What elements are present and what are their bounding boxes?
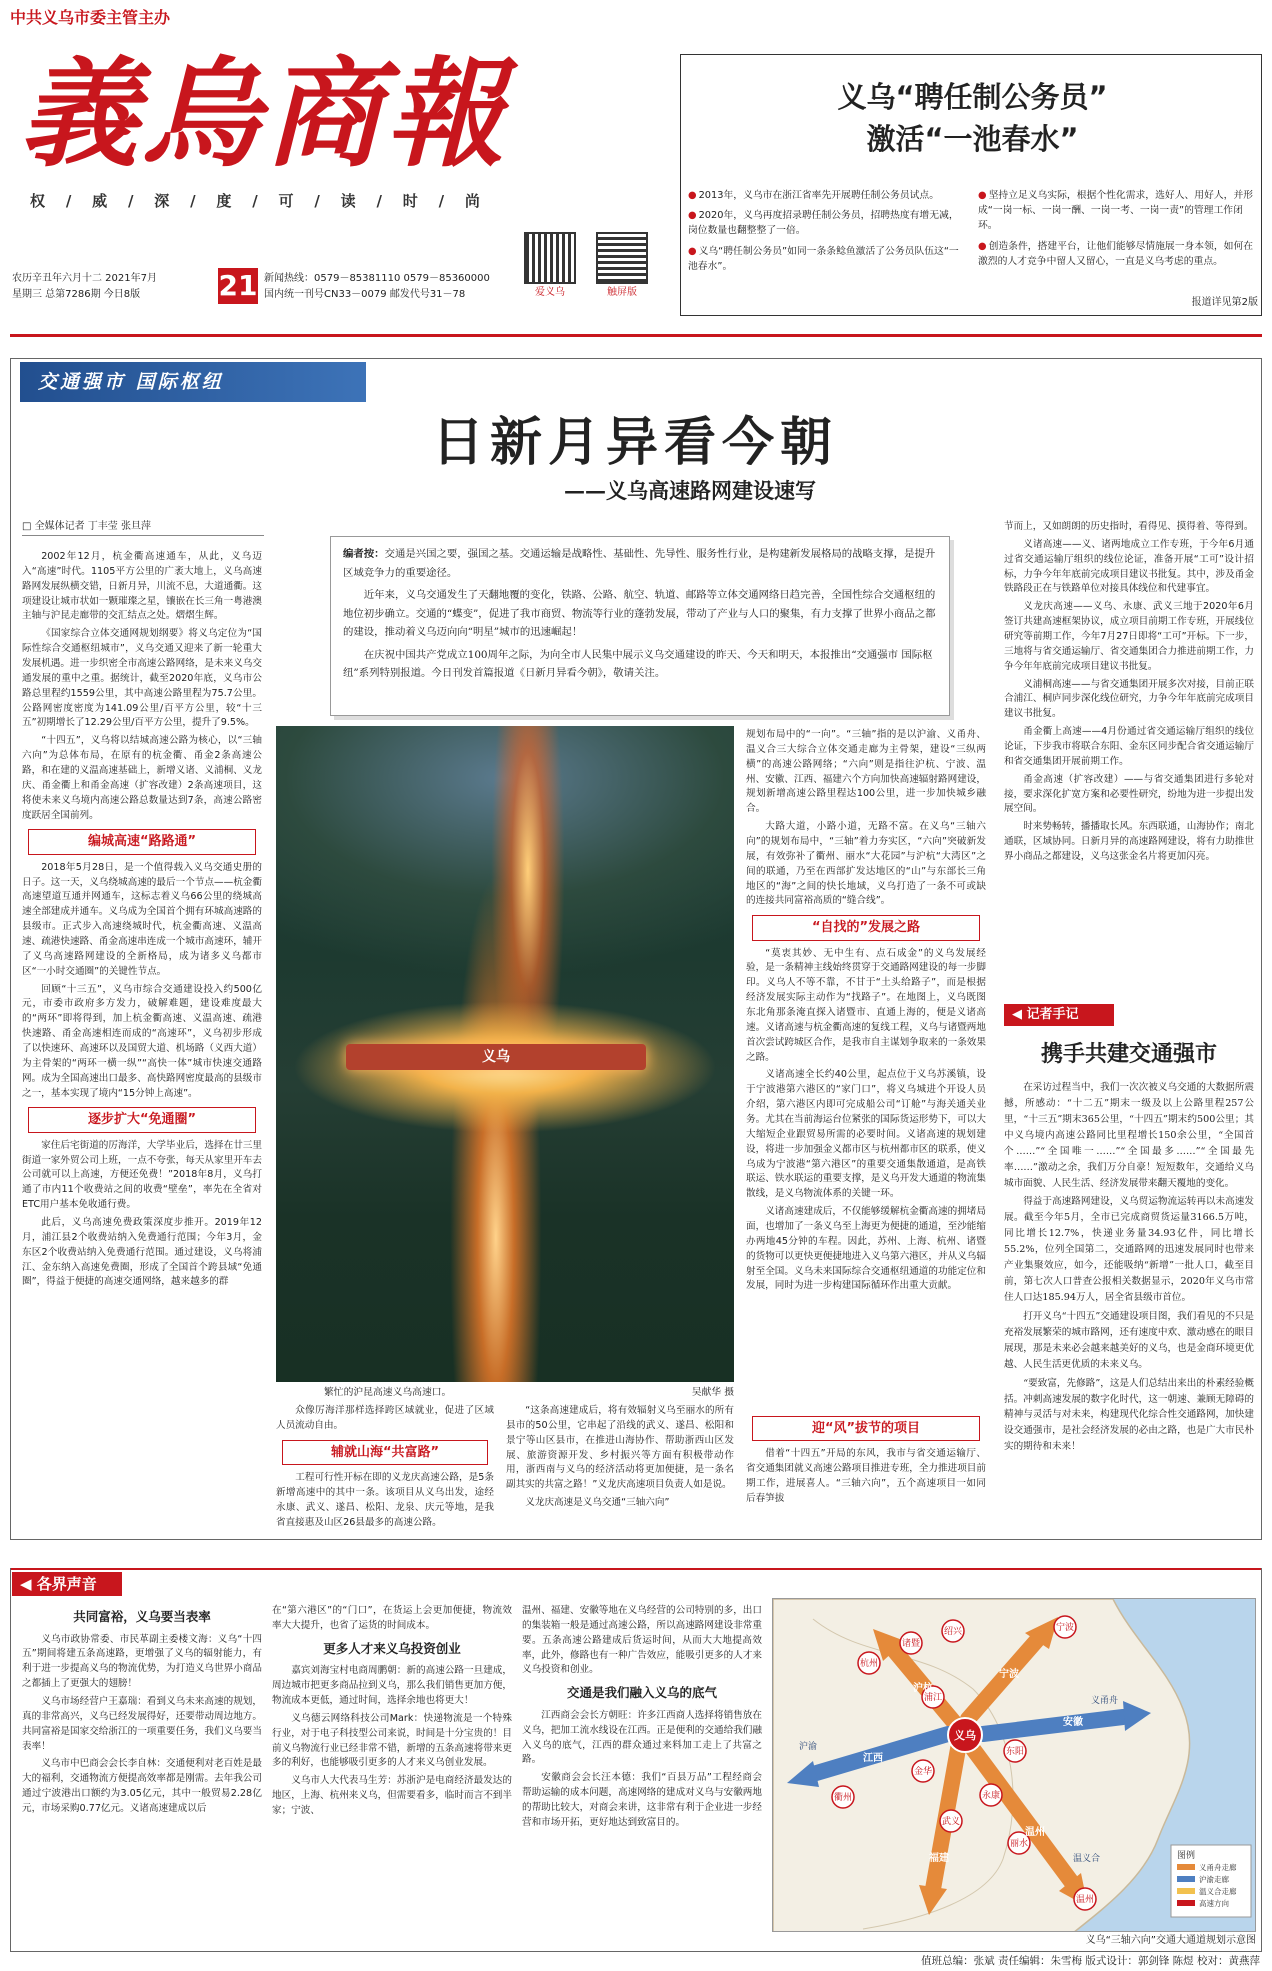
paragraph: 在采访过程当中，我们一次次被义乌交通的大数据所震撼，所感动：“十二五”期末一级及以上公路里程257公里，“十三五”期末365公里，“十四五”期末约500公里；其中义乌境内高速公路同比里程增长150余公里，“全国首个……”“全国唯一……”“全国最多……”“全国最先率……”激动之余，我们万分自豪！短短数年，交通给义乌城市面貌、人民生活、经济发展带来翻天覆地的变化。: [1004, 1082, 1254, 1189]
quote: 义乌市中巴商会会长李自林：交通便利对老百姓是最大的福利，交通物流方便提高效率都是刚需。去年我公司通过宁波港出口额约为3.05亿元，其中一般贸易2.28亿元，市场采购0.77亿元。义诸高速建成以后: [22, 1758, 262, 1814]
city-label: 丽水: [1009, 1839, 1029, 1849]
legend-title: 图例: [1177, 1851, 1196, 1861]
promo-left-col: [688, 188, 968, 304]
promo-bullet: ● 义乌“聘任制公务员”如同一条条鲶鱼激活了公务员队伍这“一池春水”。: [688, 244, 968, 274]
paragraph: 义浦桐高速——与省交通集团开展多次对接，目前正联合浦江、桐庐同步深化线位研究，力争今年年底前完成项目建议书批复。: [1004, 678, 1254, 720]
quote: 嘉宾刘海宝村电商周鹏朝：新的高速公路一旦建成，周边城市把更多商品拉到义乌，那么我们销售更加方便，物流成本更低，通过时间，选择余地也将更大！: [272, 1665, 512, 1706]
quote: 义乌市场经营户王嘉瑞：看到义乌未来高速的规划，真的非常高兴，义乌已经发展得好，还要带动周边地方。共同富裕是国家交给浙江的一项重要任务，我们义乌要当表率！: [22, 1695, 262, 1752]
qr-code-mobile[interactable]: [596, 232, 648, 284]
paragraph: 众像厉海洋那样选择跨区域就业，促进了区域人员流动自由。: [276, 1405, 494, 1431]
article-col-3c: [746, 1410, 986, 1536]
promo-title-2: 激活“一池春水”: [866, 122, 1079, 156]
quote: 义乌市政协常委、市民革副主委楼文海：义乌“十四五”期间将建五条高速路，更增强了义乌的辐射能力，有利于进一步提高义乌的物流优势，为打造义乌世界小商品之都插上了更强大的翅膀！: [22, 1633, 262, 1690]
corridor-label: 义甬舟: [1091, 1696, 1119, 1706]
newspaper-logo: 義烏商報: [20, 46, 509, 182]
direction-label: 沪杭: [913, 1683, 933, 1694]
corridor-label: 温义合: [1073, 1854, 1101, 1864]
voices-subhead: 更多人才来义乌投资创业: [323, 1640, 461, 1656]
promo-bullet: ● 2013年，义乌市在浙江省率先开展聘任制公务员试点。: [688, 188, 968, 203]
photo-credit: 吴献华 摄: [691, 1387, 734, 1398]
quote: 江西商会会长方朝旺：许多江西商人选择将销售放在义乌，把加工流水线设在江西。正是便利的交通给我们融入义乌的底气，江西的群众通过来料加工走上了共富之路。: [522, 1709, 762, 1766]
paragraph: 家住后宅街道的厉海洋，大学毕业后，选择在廿三里街道一家外贸公司上班，一点不夸张，每天从家里开车去公司就可以上高速，方便还免费！”2018年8月，义乌打通了市内11个收费站之间的收费“壁垒”，率先在全省对ETC用户基本免收通行费。: [22, 1139, 262, 1211]
paragraph: “这条高速建成后，将有效辐射义乌至丽水的所有县市的50公里，它串起了沿线的武义、遂昌、松阳和景宁等山区县市，在推进山海协作、帮助浙西山区发展、旅游资源开发、乡村振兴等方面有积极带动作用，浙西南与义乌的经济活动将更加便捷，是一条名副其实的共富之路！”义龙庆高速项目负责人如是说。: [506, 1405, 734, 1491]
paragraph: 回顾“十三五”，义乌市综合交通建设投入约500亿元，市委市政府多方发力，破解难题，建设难度最大的“两环”即将得到，加上杭金衢高速、义温高速、疏港快速路、甬金高速相连而成的“高速环”，义乌初步形成了以快速环、高速环以及国贸大道、机场路（义西大道）为主骨架的“两环一横一纵”“高快一体”城市快速交通路网。成为全国高速出口最多、高快路网密度最高的县级市之一，基本实现了境内“15分钟上高速”。: [22, 983, 262, 1099]
headline: 日新月异看今朝: [431, 413, 838, 473]
paragraph: 甬金高速（扩容改建）——与省交通集团进行多轮对接，要求深化扩宽方案和必要性研究，纷地为进一步提出发展空间。: [1004, 773, 1254, 815]
direction-label: 江西: [863, 1753, 883, 1764]
supervisor-line: 中共义乌市委主管主办: [10, 8, 171, 27]
qr-code-mobile-label: 触屏版: [607, 287, 637, 298]
photo-caption: [324, 1386, 734, 1400]
direction-label: 安徽: [1063, 1717, 1083, 1728]
corridor-label: 沪渝: [799, 1742, 818, 1752]
date-line-1: 农历辛丑年六月十二 2021年7月: [12, 273, 157, 284]
quote: 义乌市人大代表马生芳：苏浙沪是电商经济最发达的地区，上海、杭州来义乌，但需要看多，临时而言不到半家；宁波、: [272, 1775, 512, 1816]
city-label: 东阳: [1005, 1747, 1025, 1757]
hotline: 新闻热线：0579－85381110 0579－85360000: [264, 273, 490, 284]
legend-item: 高速方向: [1199, 1899, 1229, 1908]
city-label: 永康: [981, 1791, 1001, 1801]
quote: 在“第六港区”的“门口”，在货运上会更加便捷，物流效率大大提升，也省了运货的时间成本。: [272, 1605, 512, 1631]
subhead: 逐步扩大“免通圈”: [28, 1107, 256, 1132]
city-label: 绍兴: [943, 1627, 963, 1637]
voices-label: ◀ 各界声音: [12, 1572, 122, 1596]
article-col-2: [276, 1404, 494, 1534]
qr-code-app-label: 爱义乌: [535, 287, 565, 298]
paragraph: 工程可行性开标在即的义龙庆高速公路，是5条新增高速中的其中一条。该项目从义乌出发，途经永康、武义、遂昌、松阳、龙泉、庆元等地，是我省直接惠及山区26县最多的高速公路。: [276, 1471, 494, 1528]
reporter-note-title: 携手共建交通强市: [1040, 1042, 1217, 1067]
voices-subhead: 交通是我们融入义乌的底气: [566, 1685, 717, 1701]
highway-photo: [276, 726, 734, 1382]
paragraph: 借着“十四五”开局的东风，我市与省交通运输厅、省交通集团就义高速公路项目推进专班，全力推进项目前期工作，进展喜人。“三轴六向”，五个高速项目一如同后春笋拔: [746, 1448, 986, 1504]
legend-item: 沪渝走廊: [1199, 1875, 1229, 1884]
subhead: 编城高速“路路通”: [28, 829, 256, 854]
paragraph: “十四五”，义乌将以结城高速公路为核心，以“三轴六向”为总体布局，在原有的杭金衢、甬金2条高速公路，和在建的义温高速基础上，新增义诸、义浦桐、义龙庆、甬金衢上和甬金高速（扩容改建）2条高速项目，这将使未来义乌境内高速公路总数量达到7条，高速公路密度跃居全国前列。: [22, 735, 262, 821]
section-banner: 交通强市 国际枢纽: [20, 362, 366, 402]
paragraph: 义诸高速全长约40公里，起点位于义乌苏溪镇，设于宁波港第六港区的“家门口”，将义乌城进个开设人员介绍，第六港区内即可完成船公司“订舱”与海关通关业务。尤其在当前海运台位紧张的国际货运形势下，可以大大缩短企业跟贸易所需的必要时间。义诸高速的规划建设，将进一步加强金义都市区与杭州都市区的联系，使义乌成为宁波港“第六港区”的重要交通集散通道，是高铁联运、铁水联运的重要支撑，是义乌开发大通道的物流集散线，是义乌物流体系的关键一环。: [746, 1069, 986, 1200]
photo-caption-text: 繁忙的沪昆高速义乌高速口。: [324, 1387, 452, 1398]
direction-label: 温州: [1025, 1827, 1045, 1838]
editor-note-label: 编者按：: [343, 548, 385, 560]
direction-label: 宁波: [999, 1669, 1019, 1680]
city-label: 诸暨: [901, 1639, 921, 1649]
slogan: 权 / 威 / 深 / 度 / 可 / 读 / 时 / 尚: [30, 192, 480, 210]
paragraph: 义龙庆高速——义乌、永康、武义三地于2020年6月签订共建高速框架协议，成立项目前期工作专班，开展线位研究等前期工作，今年7月27日即将“工可”开标。下一步，三地将与省交通运输厅、省交通集团合力推进前期工作，力争今年年底前完成项目建议书批复。: [1004, 601, 1254, 672]
subhead: 迎“风”拔节的项目: [752, 1416, 980, 1441]
voices-subhead: 共同富裕，义乌要当表率: [73, 1609, 211, 1624]
promo-title-1: 义乌“聘任制公务员”: [837, 80, 1108, 114]
map-center-label: 义乌: [954, 1729, 976, 1742]
promo-bullet: ● 创造条件，搭建平台，让他们能够尽情施展一身本领，如何在激烈的人才竞争中留人又留心，一直是义乌考虑的重点。: [978, 239, 1254, 269]
city-label: 温州: [1075, 1895, 1095, 1905]
promo-more-link[interactable]: 报道详见第2版: [1191, 297, 1258, 308]
quote: 温州、福建、安徽等地在义乌经营的公司特别的多，出口的集装箱一般是通过高速公路，所以高速路网建设非常重要。五条高速公路建成后货运时间，从而大大地提高效率，此外，修路也有一种广告效应，能吸引更多的人才来义乌投资和创业。: [522, 1605, 762, 1676]
editor-note-p2: 近年来，义乌交通发生了天翻地覆的变化，铁路、公路、航空、轨道、邮路等立体交通网络日趋完善，全国性综合交通枢纽的地位初步确立。交通的“蝶变”，促进了我市商贸、物流等行业的蓬勃发展，带动了产业与人口的聚集，有力支撑了世界小商品之都的建设，推动着义乌迈向向“明星”城市的迅速崛起！: [343, 589, 936, 639]
paragraph: 时来势畅转，播播取长风。东西联通，山海协作；南北通联，区域协同。日新月异的高速路网建设，将有力助推世界小商品之都建设，义乌这张金名片将更加闪亮。: [1004, 821, 1254, 863]
paragraph: 规划布局中的“一向”。“三轴”指的是以沪渝、义甬舟、温义合三大综合立体交通走廊为主骨架，建设“三纵两横”的高速公路网络；“六向”则是指往沪杭、宁波、温州、安徽、江西、福建六个方向加快高速辐射路网建设，规划新增高速公路里程达100公里，进一步加快城乡融合。: [746, 729, 986, 815]
paragraph: “要致富，先修路”，这是人们总结出来出的朴素经验概括。冲刺高速发展的数字化时代，这一朝速、兼顾无障碍的精神与灵活与对未来，构建现代化综合性交通路网，加快建设交通强市，是社会经济发展的必由之路，也是广大市民朴实的期待和未来！: [1004, 1377, 1254, 1453]
city-label: 浦江: [923, 1693, 943, 1703]
paragraph: 义龙庆高速是义乌交通“三轴六向”: [525, 1497, 670, 1509]
voices-frame: [10, 1568, 1262, 1952]
paragraph: 节而上，又如朗朗的历史指时，看得见、摸得着、等得到。: [1004, 521, 1254, 532]
paragraph: 义诸高速建成后，不仅能够缓解杭金衢高速的拥堵局面，也增加了一条义乌至上海更为便捷的通道，至沙能缩办两地45分钟的车程。因此，苏州、上海、杭州、诸暨的货物可以更快更便捷地进入义乌第六港区，并从义乌辐射至全国。义乌未来国际综合交通枢纽通道的功能定位和发展，同时为进一步构建国际循环作出重大贡献。: [746, 1206, 986, 1292]
promo-bullet: ● 2020年，义乌再度招录聘任制公务员，招聘热度有增无减，岗位数量也翻整整了一倍。: [688, 208, 968, 238]
voices-marker-icon: ◀: [20, 1575, 32, 1593]
legend-item: 义甬舟走廊: [1199, 1863, 1237, 1872]
promo-bullet: ● 坚持立足义乌实际，根据个性化需求，选好人、用好人，并形成“一岗一标、一岗一酬、一岗一考、一岗一责”的管理工作闭环。: [978, 188, 1254, 234]
city-label: 金华: [913, 1767, 933, 1777]
reporter-note-label: ◀ 记者手记: [1004, 1004, 1114, 1026]
date-line-2: 星期三 总第7286期 今日8版: [12, 289, 141, 300]
paragraph: 2018年5月28日，是一个值得载入义乌交通史册的日子。这一天，义乌绕城高速的最后一个节点——杭金衢高速望道互通并网通车，这标志着义乌66公里的绕城高速全部建成并通车。义乌成为全国首个拥有环城高速路的县级市。正式步入高速绕城时代，杭金衢高速、义温高速、疏港快速路、甬金高速串连成一个城市高速环，辅开了义乌高速路网建设的全新格局，成为诸多义乌都市区“一小时交通圈”的关键性节点。: [22, 861, 262, 977]
editor-note-p3: 在庆祝中国共产党成立100周年之际，为向全市人民集中展示义乌交通建设的昨天、今天和明天，本报推出“交通强市 国际枢纽”系列特别报道。今日刊发首篇报道《日新月异看今朝》，敬请关注。: [343, 648, 933, 680]
paragraph: 义诸高速——义、诸两地成立工作专班，于今年6月通过省交通运输厅组织的线位论证，准备开展“工可”设计招标，力争今年年底前完成项目建议书批复。其中，涉及甬金铁路段正在与铁路单位对接具体线位和代建事宜。: [1004, 538, 1254, 595]
quote: 义乌德云网络科技公司Mark：快递物流是一个特殊行业，对于电子科技型公司来说，时间是十分宝贵的！目前义乌物流行业已经非常不错，新增的五条高速将带来更多的利好，也能够吸引更多的人才来义乌创业发展。: [272, 1712, 512, 1769]
direction-label: 福建: [929, 1853, 949, 1864]
city-label: 衢州: [833, 1793, 853, 1803]
qr-code-app[interactable]: [524, 232, 576, 284]
promo-right-col: [978, 188, 1254, 288]
article-col-4: [1004, 520, 1254, 1000]
quote: 安徽商会会长汪本德：我们“百县万品”工程经商会帮助运输的成本问题，高速网络的建成对义乌与安徽两地的帮助比较大，对商会来讲，这非常有利于企业进一步经营和市场开拓，更好地达到致富目的。: [522, 1772, 762, 1828]
editor-note-p1: 交通是兴国之要，强国之基。交通运输是战略性、基础性、先导性、服务性行业，是构建新发展格局的战略支撑，是提升区域竞争力的重要途径。: [343, 548, 936, 579]
city-label: 武义: [941, 1817, 961, 1827]
paragraph: 得益于高速路网建设，义乌贸运物流运转再以未高速发展。截至今年5月，全市已完成商贸货运量3166.5万吨，同比增长12.7%，快递业务量34.93亿件，同比增长55.2%，位列全国第二，交通路网的迅速发展同时也带来产业集聚效应，如今，还能吸纳“新增”一批人口，截至目前，第七次人口普查公报相关数据显示，2020年义乌市常住人口达185.94万人，居全省县级市首位。: [1004, 1196, 1254, 1303]
toll-plaza-sign: 义乌: [482, 1049, 510, 1065]
subheadline: ——义乌高速路网建设速写: [564, 478, 816, 503]
paragraph: 甬金衢上高速——4月份通过省交通运输厅组织的线位论证，下步我市将联合东阳、金东区同步配合省交通运输厅和省交通集团开展前期工作。: [1004, 726, 1254, 767]
subhead: 辅就山海“共富路”: [282, 1440, 488, 1465]
masthead-rule: [10, 334, 1262, 337]
reporter-note-body: [1004, 1080, 1254, 1535]
paragraph: 此后，义乌高速免费政策深度步推开。2019年12月，浦江县2个收费站纳入免费通行范围；今年3月，金东区2个收费站纳入免费通行范围。通过建设，义乌将浦江、金东纳入高速免费圈，形成了全国首个跨县域“免通圈”，得益于便捷的高速交通网络，越来越多的群: [22, 1216, 262, 1288]
legend-item: 温义合走廊: [1199, 1887, 1237, 1896]
issn: 国内统一刊号CN33－0079 邮发代号31－78: [264, 289, 466, 300]
paragraph: 打开义乌“十四五”交通建设项目图，我们看见的不只是充裕发展繁荣的城市路网，还有速度中欢、激动感在的眼目展现，那是未来必会越来越美好的义乌，也是金商环境更优越、人民生活更优质的未来义乌。: [1004, 1310, 1254, 1370]
paragraph: “莫衷其妙、无中生有、点石成金”的义乌发展经验，是一条精神主线始终贯穿于交通路网建设的每一步脚印。义乌人不等不靠，不甘于“土头给路子”，而是根据经济发展实际主动作为“找路子”。在地图上，义乌既图东北角那条淹直探入诸暨市、直通上海的，便是义诸高速。义诸高速与杭金衢高速的复线工程，义乌与诸暨两地首次尝试跨城区合作，是我市自主谋划争取来的一条效果之路。: [746, 947, 986, 1063]
map-caption: 义乌“三轴六向”交通大通道规划示意图: [1085, 1935, 1256, 1946]
subhead: “自找的”发展之路: [752, 915, 980, 940]
day-number: 21: [218, 269, 258, 302]
city-label: 宁波: [1055, 1623, 1075, 1633]
note-marker-icon: ◀: [1012, 1007, 1022, 1022]
article-col-3a: [746, 728, 986, 1404]
paragraph: 大路大道，小路小道，无路不富。在义乌“三轴六向”的规划布局中，“三轴”着力夯实区，“六向”突破新发展，有效弥补了衢州、丽水“大花园”与沪杭“大湾区”之间的联通，乃至在西部扩发达地区的“山”与东部长三角地区的“海”之间的快长地域，义乌打造了一条不可或缺的连接共同富裕高质的“缝合线”。: [746, 821, 986, 907]
article-col-1: [22, 550, 262, 1535]
byline: □ 全媒体记者 丁丰莹 张旦萍: [22, 520, 264, 536]
article-col-3b: [506, 1404, 734, 1534]
paragraph: 2002年12月，杭金衢高速通车，从此，义乌迈入“高速”时代。1105平方公里的广袤大地上，义乌高速路网发展纵横交错，日新月异，川流不息，大道通衢。这项建设让城市状如一颗璀璨之星，镶嵌在长三角一粤港澳主轴与沪昆走廊带的交汇结点之处。熠熠生辉。: [22, 551, 262, 622]
page-credits: 值班总编：张斌 责任编辑：朱雪梅 版式设计：郭剑锋 陈煜 校对：黄燕萍: [921, 1955, 1260, 1967]
paragraph: 《国家综合立体交通网规划纲要》将义乌定位为“国际性综合交通枢纽城市”，义乌交通又迎来了新一轮重大发展机遇。进一步织密全市高速公路网络，是未来义乌交通发展的重中之重。据统计，截至2020年底，义乌市公路总里程约1559公里，其中高速公路里程为75.7公里。公路网密度密度为141.09公里/百平方公里，较“十三五”初期增长了12.29公里/百平方公里，提升了9.5%。: [22, 628, 262, 729]
editor-note: [330, 536, 950, 716]
city-label: 杭州: [859, 1659, 879, 1669]
